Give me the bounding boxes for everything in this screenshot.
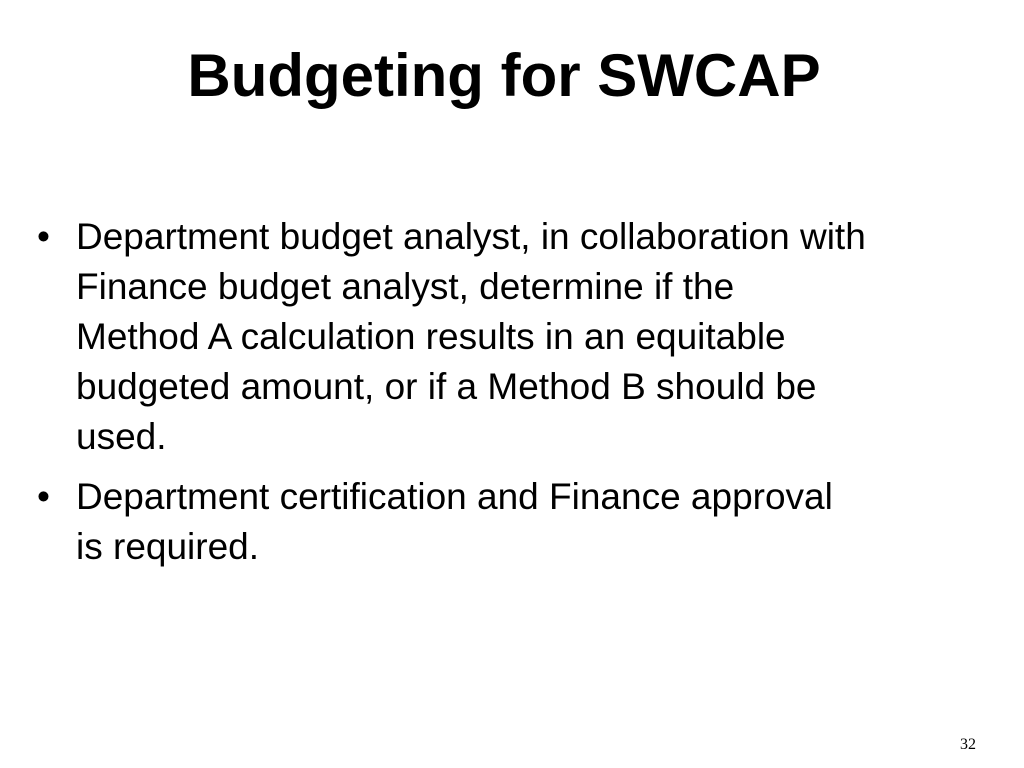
bullet-item (36, 472, 996, 572)
bullet-text-line: Method A calculation results in an equitable (76, 316, 786, 357)
bullet-text-line: Finance budget analyst, determine if the (76, 266, 735, 307)
bullet-list (36, 212, 996, 582)
bullet-text-line: is required. (76, 526, 260, 567)
bullet-text-line: used. (76, 416, 167, 457)
slide-title: Budgeting for SWCAP (187, 42, 821, 109)
bullet-icon: • (37, 216, 50, 257)
page-number: 32 (960, 736, 976, 753)
bullet-text-line: Department certification and Finance approval (76, 476, 833, 517)
bullet-text-line: budgeted amount, or if a Method B should be (76, 366, 817, 407)
bullet-item (36, 212, 996, 462)
bullet-text-line: Department budget analyst, in collaboration with (76, 216, 866, 257)
bullet-icon: • (37, 476, 50, 517)
